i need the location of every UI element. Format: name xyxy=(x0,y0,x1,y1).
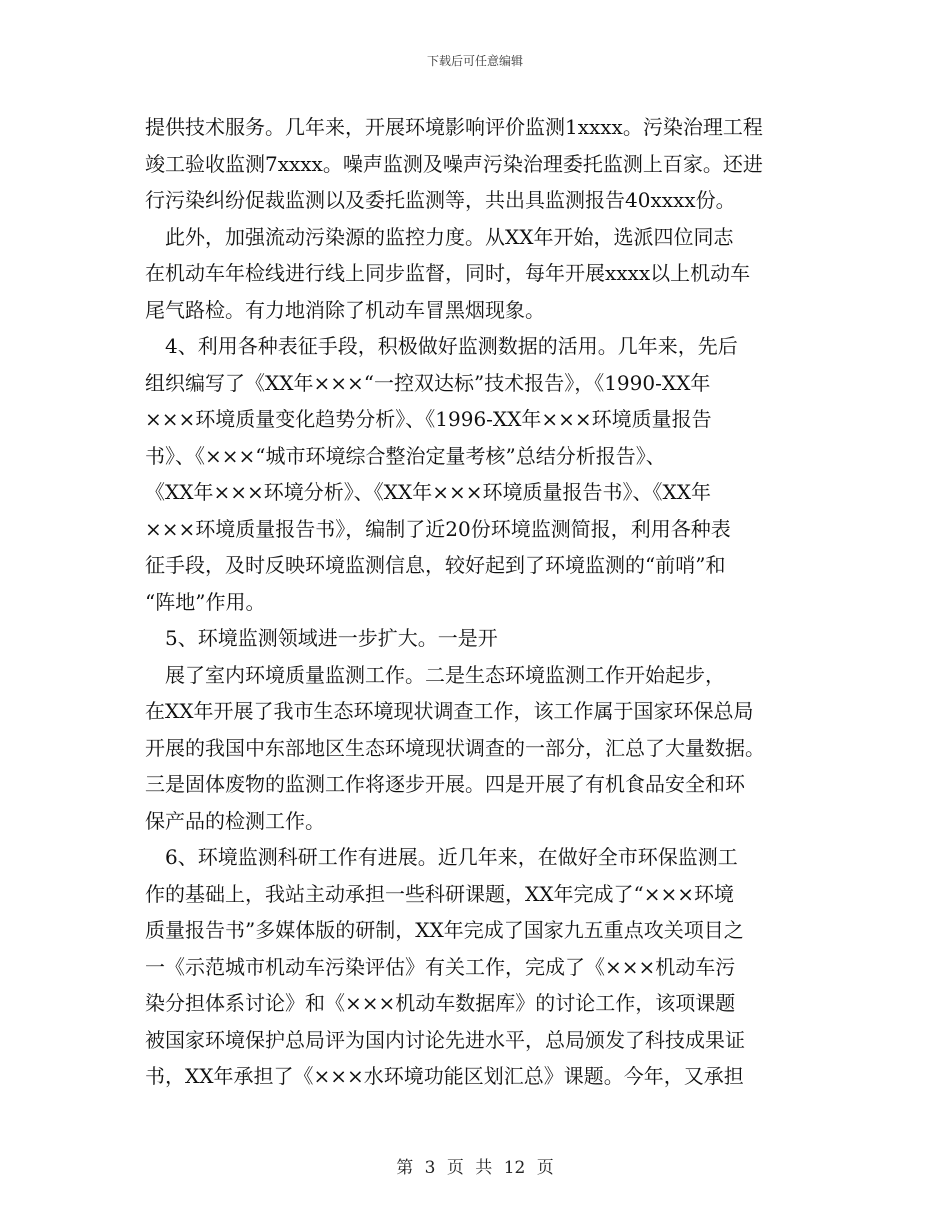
text-line: 书，XX年承担了《×××水环境功能区划汇总》课题。今年，又承担 xyxy=(145,1064,744,1088)
text-line: 此外，加强流动污染源的监控力度。从XX年开始，选派四位同志 xyxy=(145,225,734,249)
text-line: “阵地”作用。 xyxy=(145,590,266,614)
text-line: 尾气路检。有力地消除了机动车冒黑烟现象。 xyxy=(145,298,545,322)
text-line: 提供技术服务。几年来，开展环境影响评价监测1xxxx。污染治理工程 xyxy=(145,115,763,139)
text-line: ×××环境质量报告书》，编制了近20份环境监测简报，利用各种表 xyxy=(145,517,731,541)
text-line: 6、环境监测科研工作有进展。近几年来，在做好全市环保监测工 xyxy=(145,845,738,869)
text-line: 《XX年×××环境分析》、《XX年×××环境质量报告书》、《XX年 xyxy=(145,480,711,504)
text-line: 作的基础上，我站主动承担一些科研课题，XX年完成了“×××环境 xyxy=(145,882,734,906)
text-line: 展了室内环境质量监测工作。二是生态环境监测工作开始起步， xyxy=(145,663,725,687)
text-line: 三是固体废物的监测工作将逐步开展。四是开展了有机食品安全和环 xyxy=(145,772,745,796)
text-line: 行污染纠纷促裁监测以及委托监测等，共出具监测报告40xxxx份。 xyxy=(145,188,736,212)
text-line: 开展的我国中东部地区生态环境现状调查的一部分，汇总了大量数据。 xyxy=(145,736,765,760)
text-line: 书》、《×××“城市环境综合整治定量考核”总结分析报告》、 xyxy=(145,444,666,468)
text-line: ×××环境质量变化趋势分析》、《1996-XX年×××环境质量报告 xyxy=(145,407,712,431)
text-line: 染分担体系讨论》和《×××机动车数据库》的讨论工作，该项课题 xyxy=(145,991,736,1015)
text-line: 5、环境监测领域进一步扩大。一是开 xyxy=(145,626,498,650)
text-line: 竣工验收监测7xxxx。噪声监测及噪声污染治理委托监测上百家。还进 xyxy=(145,152,763,176)
text-line: 征手段，及时反映环境监测信息，较好起到了环境监测的“前哨”和 xyxy=(145,553,726,577)
text-line: 一《示范城市机动车污染评估》有关工作，完成了《×××机动车污 xyxy=(145,955,736,979)
text-line: 被国家环境保护总局评为国内讨论先进水平，总局颁发了科技成果证 xyxy=(145,1028,745,1052)
text-line: 在机动车年检线进行线上同步监督，同时，每年开展xxxx以上机动车 xyxy=(145,261,751,285)
text-line: 保产品的检测工作。 xyxy=(145,809,325,833)
page-footer: 第 3 页 共 12 页 xyxy=(396,1158,554,1178)
page-header: 下载后可任意编辑 xyxy=(426,54,523,68)
text-line: 质量报告书”多媒体版的研制，XX年完成了国家九五重点攻关项目之 xyxy=(145,918,744,942)
text-line: 组织编写了《XX年×××“一控双达标”技术报告》，《1990-XX年 xyxy=(145,371,711,395)
text-line: 4、利用各种表征手段，积极做好监测数据的活用。几年来，先后 xyxy=(145,334,738,358)
text-line: 在XX年开展了我市生态环境现状调查工作，该工作属于国家环保总局 xyxy=(145,699,754,723)
